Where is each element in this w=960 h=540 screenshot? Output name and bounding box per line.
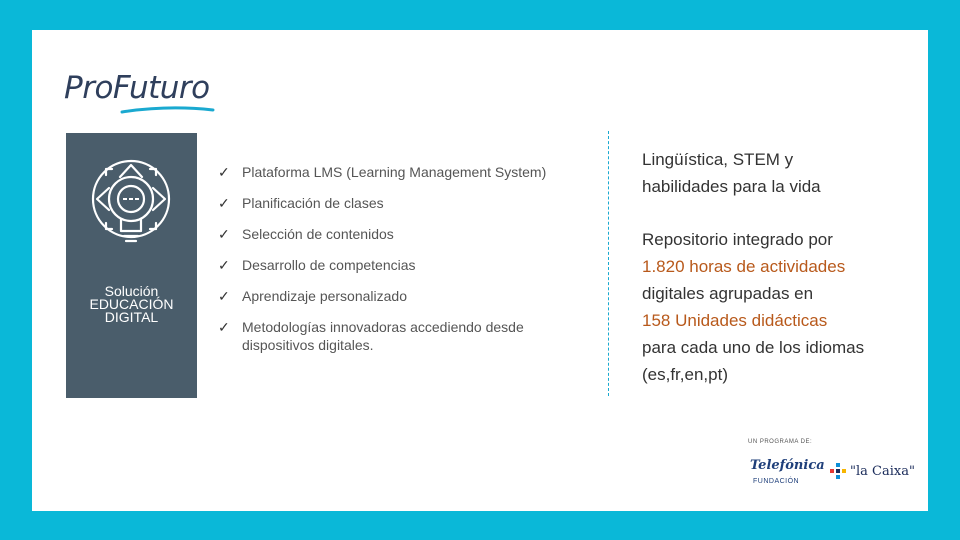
list-item [214, 318, 594, 353]
check-icon: ✓ [218, 226, 230, 242]
dashed-divider [608, 131, 609, 396]
sidebar-label: Solución EDUCACIÓN DIGITAL [89, 283, 174, 325]
list-item [214, 256, 594, 287]
feature-checklist [214, 163, 594, 353]
repository-description [642, 226, 864, 388]
subjects-heading [642, 146, 821, 200]
repo-line: (es,fr,en,pt) [642, 365, 728, 384]
repo-line: digitales agrupadas en [642, 284, 814, 303]
check-icon: ✓ [218, 319, 230, 335]
list-item-text: Planificación de clases [242, 195, 384, 211]
check-icon: ✓ [218, 288, 230, 304]
list-item [214, 194, 594, 225]
check-icon: ✓ [218, 257, 230, 273]
repo-line-highlight: 1.820 horas de actividades [642, 257, 846, 276]
telefonica-logo: Telefónica [750, 458, 825, 473]
lacaixa-star-icon [828, 463, 848, 479]
profuturo-logo: ProFuturo [64, 70, 210, 106]
gear-lightbulb-icon [84, 153, 179, 248]
logo-swoosh-icon [120, 105, 215, 115]
sponsor-caption: UN PROGRAMA DE: [748, 439, 813, 445]
solution-panel [66, 133, 197, 398]
slide [32, 30, 928, 511]
subjects-line: habilidades para la vida [642, 177, 821, 196]
lacaixa-logo: "la Caixa" [850, 464, 915, 479]
fundacion-label: FUNDACIÓN [753, 478, 800, 485]
list-item-text: Aprendizaje personalizado [242, 288, 407, 304]
repo-line: para cada uno de los idiomas [642, 338, 865, 357]
list-item-text: Plataforma LMS (Learning Management System) [242, 164, 547, 180]
list-item [214, 287, 594, 318]
list-item [214, 225, 594, 256]
list-item-text: Metodologías innovadoras accediendo desde dispositivos digitales. [242, 319, 524, 353]
check-icon: ✓ [218, 164, 230, 180]
repo-line: Repositorio integrado por [642, 230, 833, 249]
repo-line-highlight: 158 Unidades didácticas [642, 311, 828, 330]
list-item-text: Desarrollo de competencias [242, 257, 416, 273]
list-item [214, 163, 594, 194]
list-item-text: Selección de contenidos [242, 226, 394, 242]
check-icon: ✓ [218, 195, 230, 211]
subjects-line: Lingüística, STEM y [642, 150, 794, 169]
